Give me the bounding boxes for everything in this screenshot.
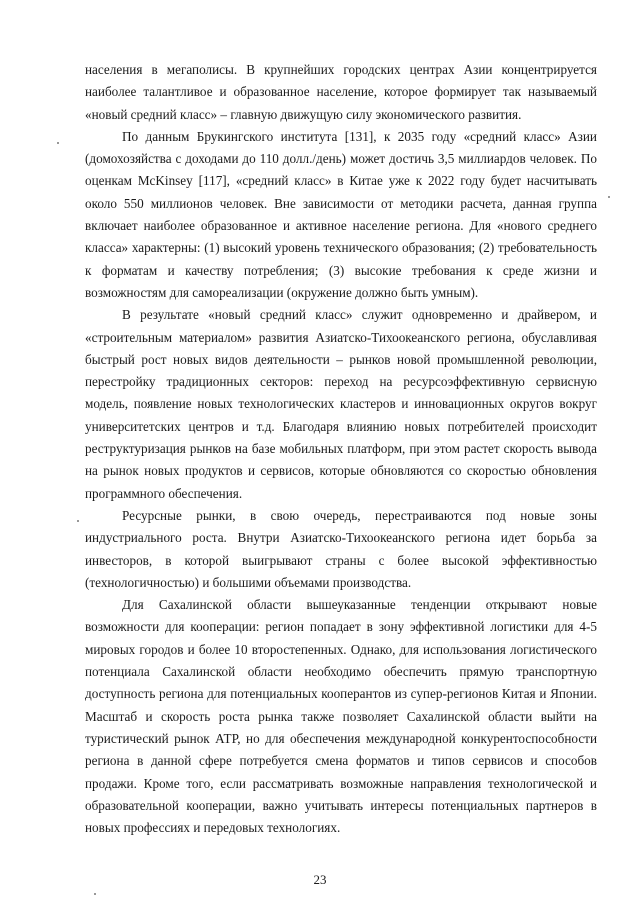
paragraph-5: Для Сахалинской области вышеуказанные тенденции открывают новые возможности для кооперации: регион попадает в зону эффективной логистики для 4-5 мировых городов и более 10 второстепенных. Однако, для использования логистического потенциала Сахалинской области необходимо обеспечить прямую транспортную доступность региона для потенциальных кооперантов из супер-регионов Китая и Японии. Масштаб и скорость роста рынка также позволяет Сахалинской области выйти на туристический рынок АТР, но для обеспечения международной конкурентоспособности региона в данной сфере потребуется смена форматов и типов сервисов и способов продажи. Кроме того, если рассматривать возможные направления технологической и образовательной кооперации, важно учитывать интересы потенциальных партнеров в новых профессиях и передовых технологиях. <box>85 597 597 836</box>
scan-speck <box>77 520 79 522</box>
paragraph-4: Ресурсные рынки, в свою очередь, перестраиваются под новые зоны индустриального роста. Внутри Азиатско-Тихоокеанского региона идет борьба за инвесторов, в которой выигрывают страны с более высокой эффективностью (технологичностью) и большими объемами производства. <box>85 507 597 590</box>
page-number: 23 <box>313 872 327 887</box>
body-text <box>85 59 597 839</box>
scan-speck <box>57 142 59 144</box>
scan-speck <box>94 893 96 895</box>
paragraph-2: По данным Брукингского института [131], к 2035 году «средний класс» Азии (домохозяйства с доходами до 110 долл./день) может достичь 3,5 миллиардов человек. По оценкам McKinsey [117], «средний класс» в Китае уже к 2022 году будет насчитывать около 550 миллионов человек. Вне зависимости от методики расчета, данная группа включает наиболее образованное и активное население региона. Для «нового среднего класса» характерны: (1) высокий уровень технического образования; (2) требовательность к форматам и качеству потребления; (3) высокие требования к среде жизни и возможностям для самореализации (окружение должно быть умным). <box>85 128 597 300</box>
paragraph-1: населения в мегаполисы. В крупнейших городских центрах Азии концентрируется наиболее талантливое и образованное население, которое формирует так называемый «новый средний класс» – главную движущую силу экономического развития. <box>85 62 597 122</box>
scan-speck <box>608 196 610 198</box>
paragraph-3: В результате «новый средний класс» служит одновременно и драйвером, и «строительным материалом» развития Азиатско-Тихоокеанского региона, обуславливая быстрый рост новых видов деятельности – рынков новой промышленной революции, перестройку традиционных секторов: переход на ресурсоэффективную сервисную модель, появление новых технологических кластеров и инновационных округов вокруг университетских центров и т.д. Благодаря влиянию новых потребителей происходит реструктуризация рынков на базе мобильных платформ, при этом растет скорость вывода на рынок новых продуктов и сервисов, которые обновляются со скоростью обновления программного обеспечения. <box>85 307 597 501</box>
